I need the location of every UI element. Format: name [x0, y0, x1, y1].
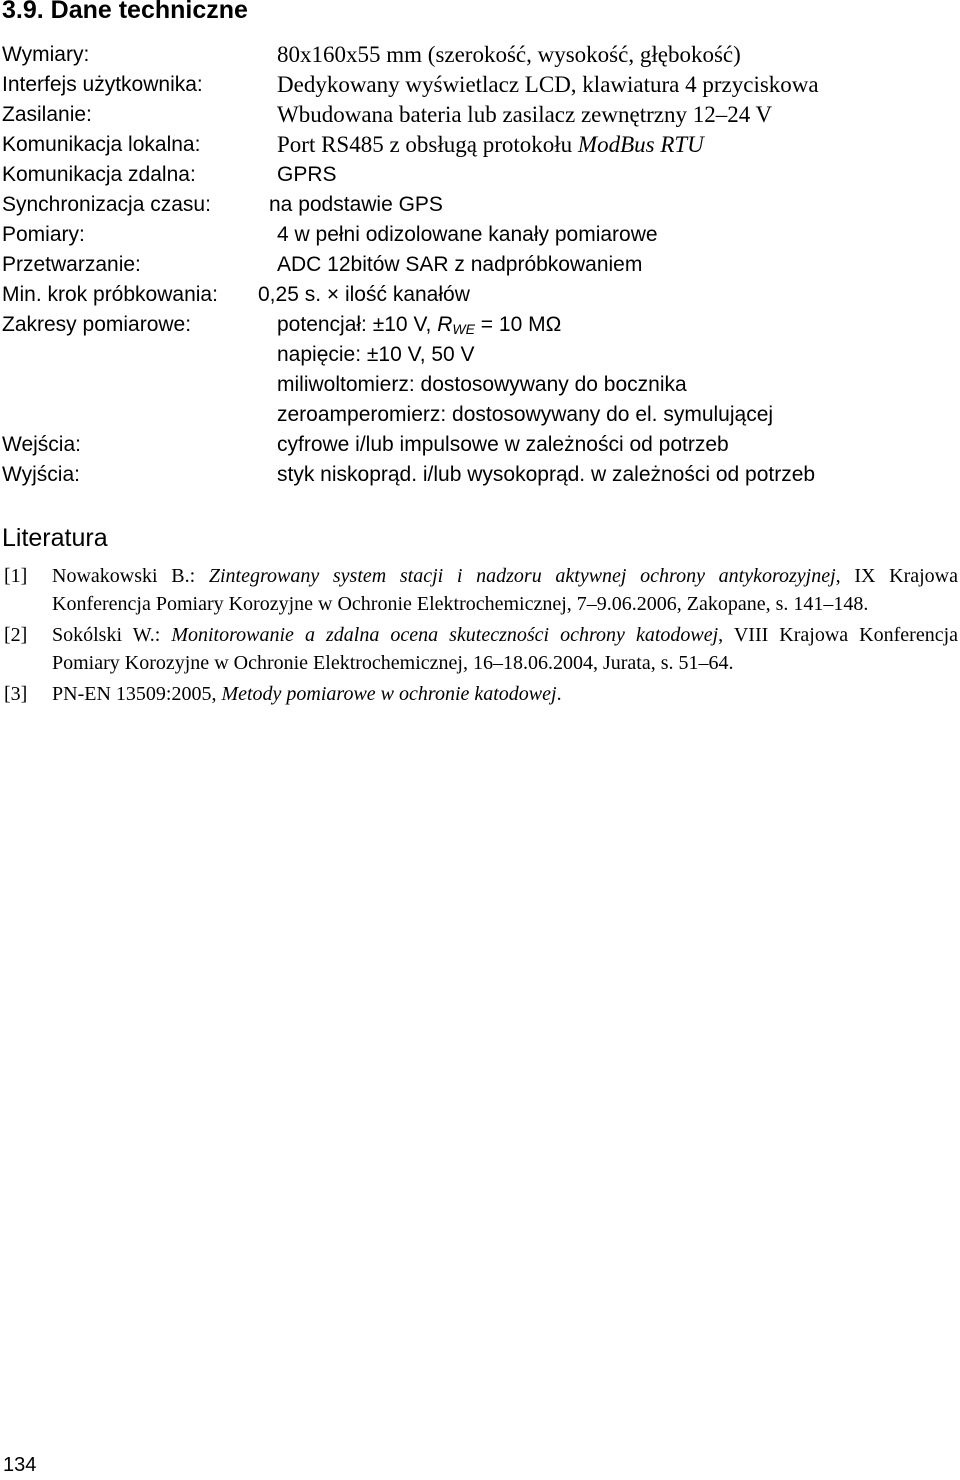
spec-label: Wejścia:	[2, 433, 81, 456]
reference-text	[52, 621, 958, 677]
spec-value: na podstawie GPS	[269, 193, 443, 216]
reference-number: [3]	[4, 683, 28, 705]
spec-label: Wyjścia:	[2, 463, 80, 486]
spec-value-text: Port RS485 z obsługą protokołu	[277, 132, 573, 157]
reference-details: , IX Krajowa Konferencja Pomiary Korozyjne w Ochronie Elektrochemicznej, 7–9.06.2006, Zakopane, s. 141–148.	[52, 565, 958, 615]
spec-label: Interfejs użytkownika:	[2, 73, 203, 96]
spec-row-ranges-millivoltmeter	[0, 370, 960, 400]
spec-row-remote-comm	[0, 160, 960, 190]
spec-row-user-interface	[0, 70, 960, 100]
spec-label: Zakresy pomiarowe:	[2, 313, 192, 336]
spec-value: ADC 12bitów SAR z nadpróbkowaniem	[277, 253, 643, 276]
reference-item	[0, 680, 960, 708]
spec-row-ranges-zero-ammeter	[0, 400, 960, 430]
resistance-symbol: R	[437, 313, 453, 336]
spec-value: Dedykowany wyświetlacz LCD, klawiatura 4 przyciskowa	[277, 72, 819, 97]
spec-row-measurements	[0, 220, 960, 250]
spec-label: Komunikacja zdalna:	[2, 163, 196, 186]
reference-details: .	[556, 683, 562, 705]
reference-text	[52, 680, 958, 708]
spec-label: Przetwarzanie:	[2, 253, 141, 276]
technical-specs	[0, 40, 960, 490]
spec-value	[277, 130, 704, 160]
reference-author: PN-EN 13509:2005,	[52, 683, 217, 705]
spec-value: miliwoltomierz: dostosowywany do bocznika	[277, 373, 687, 396]
reference-title: Metody pomiarowe w ochronie katodowej	[221, 683, 557, 705]
spec-label: Wymiary:	[2, 43, 90, 66]
spec-value: zeroamperomierz: dostosowywany do el. symulującej	[277, 403, 774, 426]
reference-number: [1]	[4, 565, 28, 587]
spec-value: 80x160x55 mm (szerokość, wysokość, głębokość)	[277, 42, 741, 67]
resistance-value: = 10 MΩ	[480, 313, 562, 336]
reference-item	[0, 621, 960, 677]
spec-value: 0,25 s. × ilość kanałów	[258, 283, 470, 306]
spec-value: napięcie: ±10 V, 50 V	[277, 343, 475, 366]
spec-row-inputs	[0, 430, 960, 460]
spec-value: Wbudowana bateria lub zasilacz zewnętrzny 12–24 V	[277, 102, 773, 127]
spec-value: 4 w pełni odizolowane kanały pomiarowe	[277, 223, 658, 246]
spec-label: Pomiary:	[2, 223, 85, 246]
spec-row-outputs	[0, 460, 960, 490]
reference-list	[0, 562, 960, 711]
spec-row-ranges	[0, 310, 960, 340]
protocol-name: ModBus RTU	[577, 132, 704, 157]
spec-row-ranges-voltage	[0, 340, 960, 370]
section-title: 3.9. Dane techniczne	[2, 0, 248, 24]
spec-row-power	[0, 100, 960, 130]
reference-details: , VIII Krajowa Konferencja Pomiary Korozyjne w Ochronie Elektrochemicznej, 16–18.06.2004, Jurata, s. 51–64.	[52, 624, 959, 674]
page-number: 134	[3, 1454, 37, 1476]
spec-value	[277, 310, 561, 344]
reference-number: [2]	[4, 624, 28, 646]
spec-label: Min. krok próbkowania:	[2, 283, 218, 306]
spec-label: Komunikacja lokalna:	[2, 133, 201, 156]
reference-author: Sokólski W.:	[52, 624, 161, 646]
reference-title: Monitorowanie a zdalna ocena skuteczności ochrony katodowej	[171, 624, 719, 646]
spec-label: Zasilanie:	[2, 103, 92, 126]
reference-item	[0, 562, 960, 618]
literature-title: Literatura	[2, 524, 108, 552]
reference-title: Zintegrowany system stacji i nadzoru aktywnej ochrony antykorozyjnej	[208, 565, 836, 587]
spec-row-local-comm	[0, 130, 960, 160]
spec-value: cyfrowe i/lub impulsowe w zależności od potrzeb	[277, 433, 729, 456]
spec-row-dimensions	[0, 40, 960, 70]
resistance-subscript: WE	[452, 321, 475, 337]
spec-value: GPRS	[277, 163, 337, 186]
spec-row-time-sync	[0, 190, 960, 220]
spec-row-processing	[0, 250, 960, 280]
spec-label: Synchronizacja czasu:	[2, 193, 211, 216]
reference-author: Nowakowski B.:	[52, 565, 196, 587]
potential-prefix: potencjał: ±10 V,	[277, 313, 432, 336]
spec-row-sampling-step	[0, 280, 960, 310]
reference-text	[52, 562, 958, 618]
spec-value: styk niskoprąd. i/lub wysokoprąd. w zależności od potrzeb	[277, 463, 816, 486]
